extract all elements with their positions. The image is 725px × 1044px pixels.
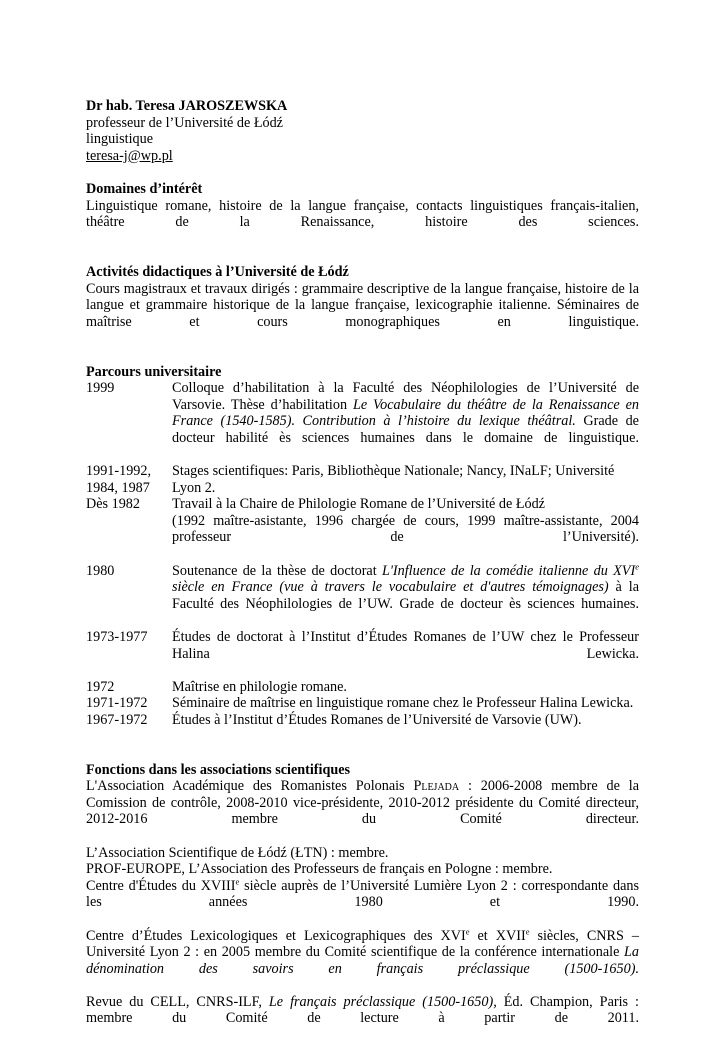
career-row [86,695,639,712]
association-paragraph: Revue du CELL, CNRS-ILF, Le français préclassique (1500-1650), Éd. Champion, Paris : membre du Comité de lecture à partir de 2011. [86,993,639,1027]
career-year: 1973-1977 [86,629,148,645]
association-paragraph: L’Association Scientifique de Łódź (ŁTN) : membre. [86,844,389,861]
author-name: Dr hab. Teresa JAROSZEWSKA [86,98,288,114]
career-description: Travail à la Chaire de Philologie Romane de l’Université de Łódź (1992 maître-asistante, 1996 chargée de cours, 1999 maître-assistante, 2004 professeur de l’Université). [172,496,639,546]
career-year: Dès 1982 [86,496,140,513]
header-block [86,98,639,164]
career-table [86,380,639,728]
career-description: Soutenance de la thèse de doctorat L'Influence de la comédie italienne du XVIe siècle en France (vue à travers le vocabulaire et d'autres témoignages) à la Faculté des Néophilologies de l’UW. Grade de docteur ès sciences humaines. [172,560,639,612]
career-year: 1967-1972 [86,711,148,728]
career-row [86,496,639,562]
career-description: Études de doctorat à l’Institut d’Études Romanes de l’UW chez le Professeur Halina Lewicka. [172,629,639,662]
career-description: Maîtrise en philologie romane. [172,678,347,695]
career-row [86,380,639,463]
author-position: professeur de l’Université de Łódź [86,114,283,131]
interests-section [86,181,639,247]
career-description: Études à l’Institut d’Études Romanes de l’Université de Varsovie (UW). [172,711,582,728]
association-paragraph: L'Association Académique des Romanistes Polonais Plejada : 2006-2008 membre de la Comission de contrôle, 2008-2010 vice-présidente, 2010-2012 présidente du Comité directeur, 2012-2016 membre du Comité directeur. [86,778,639,828]
career-year: 1980 [86,562,115,579]
teaching-text: Cours magistraux et travaux dirigés : grammaire descriptive de la langue française, histoire de la langue et grammaire historique de la langue française, lexicographie italienne. Séminaires de maîtrise et cours monographiques en linguistique. [86,280,639,330]
association-paragraph: Centre d’Études Lexicologiques et Lexicographiques des XVIe et XVIIe siècles, CNRS – Université Lyon 2 : en 2005 membre du Comité scientifique de la conférence internationale La dénomination des savoirs en français préclassique (1500-1650). [86,925,639,977]
interests-text: Linguistique romane, histoire de la langue française, contacts linguistiques français-italien, théâtre de la Renaissance, histoire des sciences. [86,197,639,231]
career-section [86,364,639,729]
career-description: Stages scientifiques: Paris, Bibliothèque Nationale; Nancy, INaLF; Université Lyon 2. [172,463,615,496]
career-description: Séminaire de maîtrise en linguistique romane chez le Professeur Halina Lewicka. [172,695,634,712]
career-description: Colloque d’habilitation à la Faculté des Néophilologies de l’Université de Varsovie. Thèse d’habilitation Le Vocabulaire du théâtre de la Renaissance en France (1540-1585). Contribution à l’histoire du lexique théâtral. Grade de docteur habilité ès sciences humaines dans le domaine de linguistique. [172,380,639,446]
career-year: 1971-1972 [86,695,148,712]
section-title: Activités didactiques à l’Université de Łódź [86,263,349,280]
email-link[interactable]: teresa-j@wp.pl [86,147,173,164]
section-title: Domaines d’intérêt [86,180,203,197]
career-row [86,463,639,496]
author-field: linguistique [86,131,153,148]
career-row [86,679,639,696]
career-year: 1991-1992, 1984, 1987 [86,463,152,496]
career-row [86,629,639,679]
section-title: Fonctions dans les associations scientifiques [86,761,351,778]
career-year: 1999 [86,380,115,397]
career-year: 1972 [86,678,115,695]
associations-section [86,762,639,1044]
career-row [86,563,639,629]
section-title: Parcours universitaire [86,363,222,380]
association-paragraph: Centre d'Études du XVIIIe siècle auprès de l’Université Lumière Lyon 2 : correspondante dans les années 1980 et 1990. [86,875,640,911]
teaching-section [86,264,639,347]
association-paragraph: PROF-EUROPE, L’Association des Professeurs de français en Pologne : membre. [86,861,553,878]
career-row [86,712,639,729]
